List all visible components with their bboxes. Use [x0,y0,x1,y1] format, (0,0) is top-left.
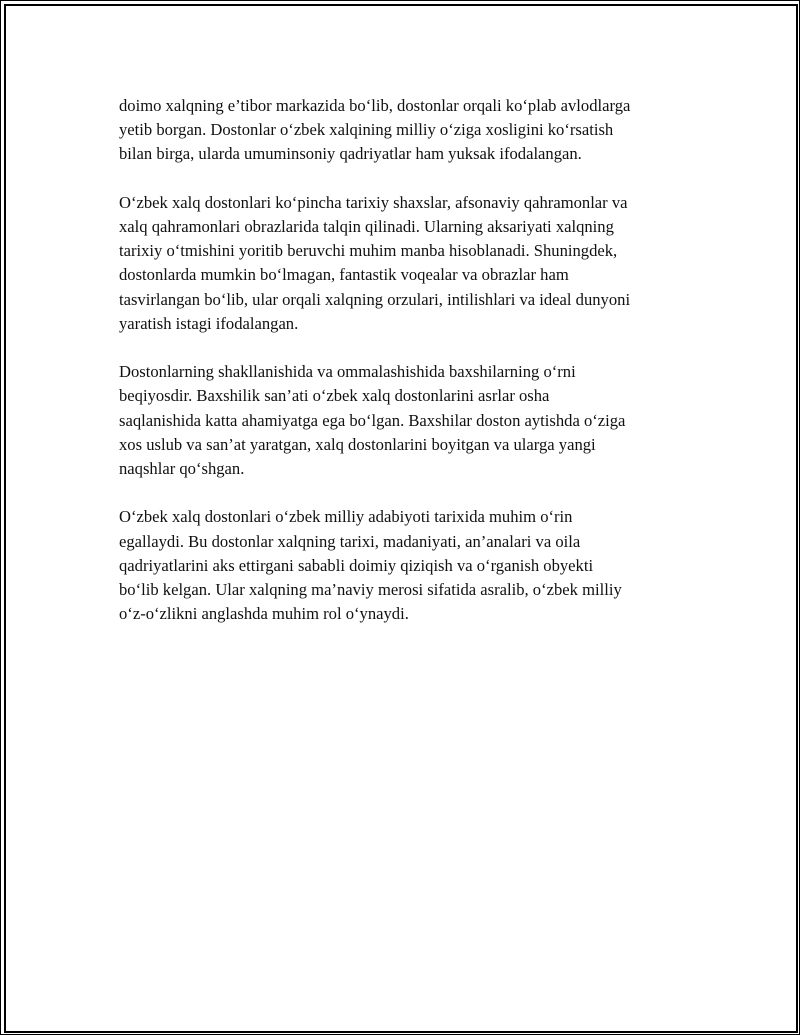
paragraph-1: doimo xalqning e’tibor markazida bo‘lib, dostonlar orqali ko‘plab avlodlarga yetib borgan. Dostonlar o‘zbek xalqining milliy o‘ziga xosligini ko‘rsatish bilan birga, ularda umuminsoniy qadriyatlar ham yuksak ifodalangan. [119,96,631,164]
paragraph-4: O‘zbek xalq dostonlari o‘zbek milliy adabiyoti tarixida muhim o‘rin egallaydi. Bu dostonlar xalqning tarixi, madaniyati, an’analari va oila qadriyatlarini aks ettirgani sababli doimiy qiziqish va o‘rganish obyekti bo‘lib kelgan. Ular xalqning ma’naviy merosi sifatida asralib, o‘zbek milliy o‘z-o‘zlikni anglashda muhim rol o‘ynaydi. [119,507,622,624]
document-body [119,94,699,651]
paragraph-3: Dostonlarning shakllanishida va ommalashishida baxshilarning o‘rni beqiyosdir. Baxshilik san’ati o‘zbek xalq dostonlarini asrlar osha saqlanishida katta ahamiyatga ega bo‘lgan. Baxshilar doston aytishda o‘ziga xos uslub va san’at yaratgan, xalq dostonlarini boyitgan va ularga yangi naqshlar qo‘shgan. [119,362,626,479]
paragraph-2: O‘zbek xalq dostonlari ko‘pincha tarixiy shaxslar, afsonaviy qahramonlar va xalq qahramonlari obrazlarida talqin qilinadi. Ularning aksariyati xalqning tarixiy o‘tmishini yoritib beruvchi muhim manba hisoblanadi. Shuningdek, dostonlarda mumkin bo‘lmagan, fantastik voqealar va obrazlar ham tasvirlangan bo‘lib, ular orqali xalqning orzulari, intilishlari va ideal dunyoni yaratish istagi ifodalangan. [119,192,631,333]
